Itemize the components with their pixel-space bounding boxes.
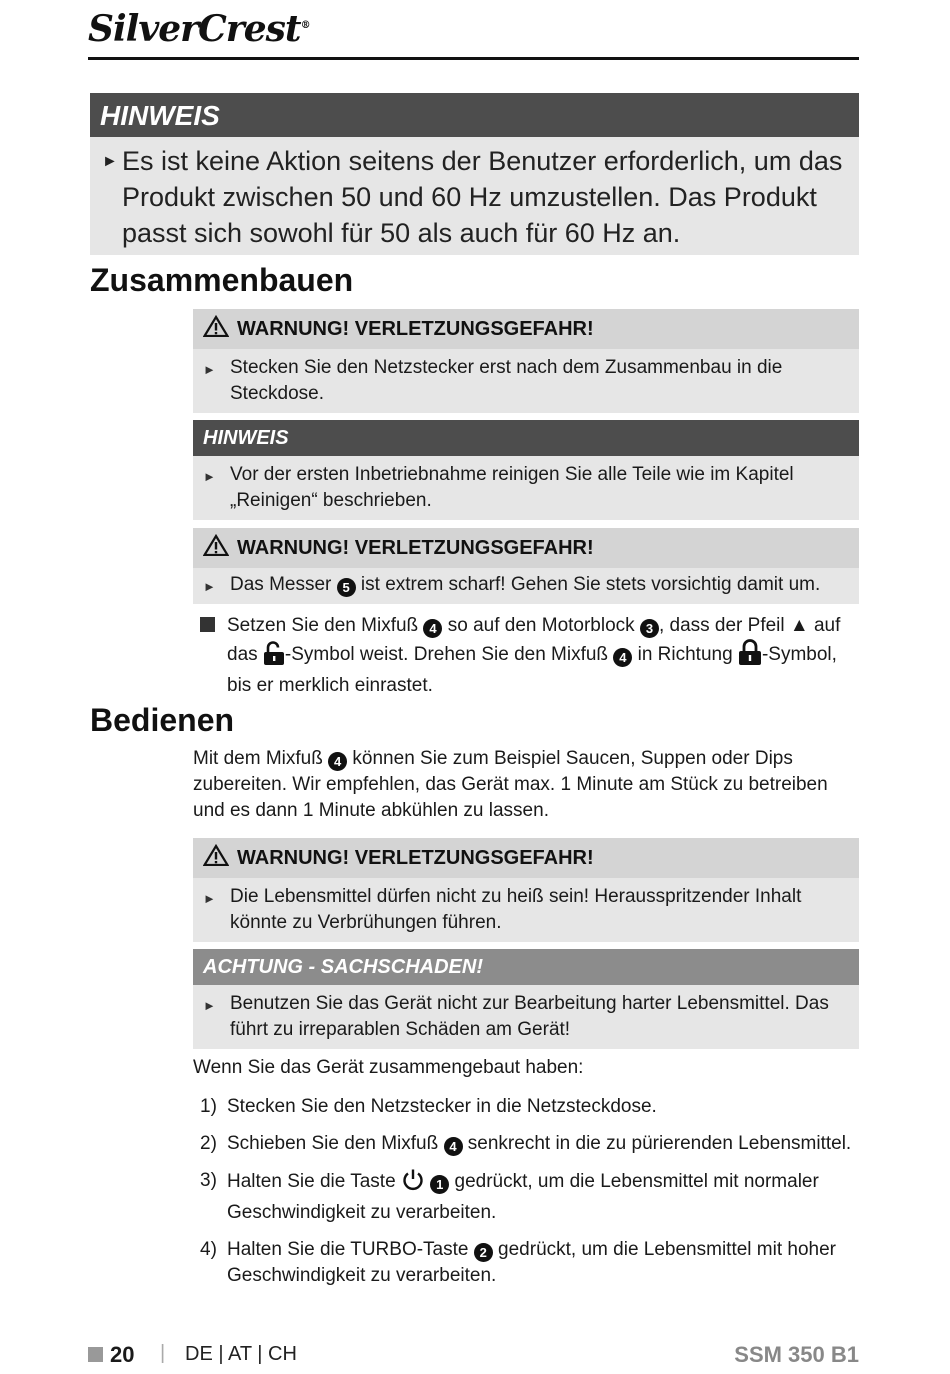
footer-separator: |	[160, 1342, 166, 1364]
part-number-badge: 5	[337, 578, 356, 597]
part-number-badge: 3	[640, 619, 659, 638]
power-icon	[401, 1168, 425, 1200]
warning-box-3	[193, 838, 859, 942]
footer-languages: DE | AT | CH	[185, 1343, 297, 1365]
warning-body: ► Die Lebensmittel dürfen nicht zu heiß sein! Herausspritzender Inhalt könnte zu Verbrühungen führen.	[193, 878, 859, 942]
unlock-icon	[263, 641, 285, 673]
list-item: 2) Schieben Sie den Mixfuß 4 senkrecht in die zu pürierenden Lebensmittel.	[200, 1133, 852, 1154]
footer-square-icon	[88, 1347, 103, 1362]
part-number-badge: 4	[423, 619, 442, 638]
part-number-badge: 4	[444, 1137, 463, 1156]
brand-logo: SilverCrest®	[88, 8, 310, 50]
warning-box-1	[193, 309, 859, 413]
top-note-text: Es ist keine Aktion seitens der Benutzer erforderlich, um das Produkt zwischen 50 und 60 Hz umzustellen. Das Produkt passt sich sowohl für 50 als auch für 60 Hz an.	[122, 146, 843, 248]
page-footer	[88, 1342, 859, 1370]
part-number-badge: 4	[613, 648, 632, 667]
warning-triangle-icon	[203, 534, 231, 562]
caution-title: ACHTUNG - SACHSCHADEN!	[193, 949, 859, 985]
section-heading-assembly: Zusammenbauen	[90, 262, 354, 298]
top-note-title: HINWEIS	[90, 93, 859, 137]
model-number: SSM 350 B1	[734, 1342, 859, 1367]
part-number-badge: 4	[328, 752, 347, 771]
warning-title: WARNUNG! VERLETZUNGSGEFAHR!	[193, 309, 859, 349]
note-box	[193, 420, 859, 520]
arrow-bullet-icon: ►	[203, 469, 216, 484]
square-bullet-icon	[200, 617, 215, 632]
warning-body: ► Das Messer 5 ist extrem scharf! Gehen Sie stets vorsichtig damit um.	[193, 568, 859, 604]
list-item: 3) Halten Sie die Taste 1 gedrückt, um die Lebensmittel mit normaler Geschwindigkeit zu verarbeiten.	[200, 1170, 819, 1223]
note-body: ► Vor der ersten Inbetriebnahme reinigen Sie alle Teile wie im Kapitel „Reinigen“ beschrieben.	[193, 456, 859, 520]
top-note-body	[90, 137, 859, 255]
warning-triangle-icon	[203, 315, 231, 343]
lock-icon	[738, 639, 762, 673]
top-note-box	[90, 93, 859, 255]
arrow-bullet-icon: ►	[203, 891, 216, 906]
list-item: 1) Stecken Sie den Netzstecker in die Netzsteckdose.	[200, 1096, 657, 1117]
operation-intro: Mit dem Mixfuß 4 können Sie zum Beispiel Saucen, Suppen oder Dips zubereiten. Wir empfehlen, das Gerät max. 1 Minute am Stück zu betreiben und es dann 1 Minute abkühlen zu lassen.	[193, 748, 828, 821]
note-title: HINWEIS	[193, 420, 859, 456]
list-item: 4) Halten Sie die TURBO-Taste 2 gedrückt, um die Lebensmittel mit hoher Geschwindigkeit zu verarbeiten.	[200, 1239, 836, 1286]
warning-box-2	[193, 528, 859, 604]
header-rule	[88, 57, 859, 60]
part-number-badge: 1	[430, 1175, 449, 1194]
warning-title: WARNUNG! VERLETZUNGSGEFAHR!	[193, 528, 859, 568]
warning-title: WARNUNG! VERLETZUNGSGEFAHR!	[193, 838, 859, 878]
part-number-badge: 2	[474, 1243, 493, 1262]
arrow-bullet-icon: ►	[102, 153, 118, 170]
arrow-bullet-icon: ►	[203, 579, 216, 594]
caution-box	[193, 949, 859, 1049]
warning-body: ► Stecken Sie den Netzstecker erst nach dem Zusammenbau in die Steckdose.	[193, 349, 859, 413]
warning-triangle-icon	[203, 844, 231, 872]
arrow-bullet-icon: ►	[203, 998, 216, 1013]
section-heading-operation: Bedienen	[90, 702, 235, 738]
operation-lead: Wenn Sie das Gerät zusammengebaut haben:	[193, 1057, 584, 1078]
operation-steps	[200, 1094, 859, 1300]
page-number: 20	[110, 1342, 135, 1367]
arrow-bullet-icon: ►	[203, 362, 216, 377]
assembly-step: Setzen Sie den Mixfuß 4 so auf den Motorblock 3 , dass der Pfeil ▲ auf das -Symbol weist. Drehen Sie den Mixfuß 4 in Richtung -Symbol, bis er merklich einrastet.	[227, 615, 841, 696]
caution-body: ► Benutzen Sie das Gerät nicht zur Bearbeitung harter Lebensmittel. Das führt zu irreparablen Schäden am Gerät!	[193, 985, 859, 1049]
